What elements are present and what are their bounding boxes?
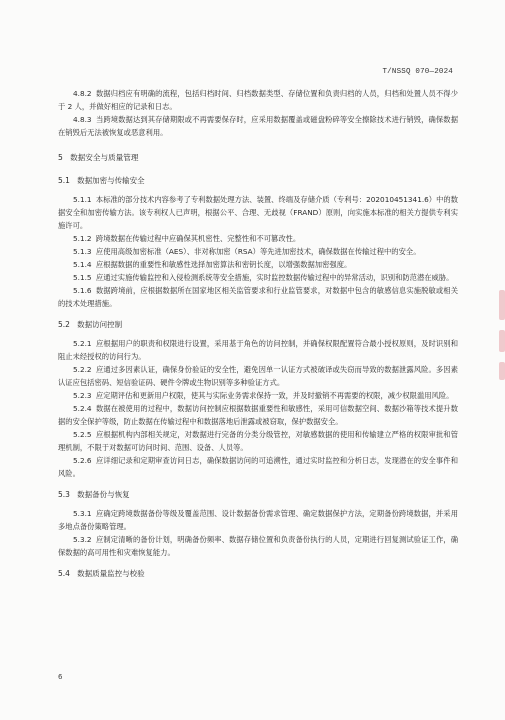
page-number: 6: [58, 673, 63, 681]
clause-5-1-3: 5.1.3 应使用高级加密标准（AES）、非对称加密（RSA）等先进加密技术，确保数据在传输过程中的安全。: [73, 247, 421, 256]
section-5-heading: 5 数据安全与质量管理: [58, 153, 139, 162]
edge-stain: [499, 362, 505, 380]
clause-5-2-2: 5.2.2 应通过多因素认证，确保身份验证的安全性，避免因单一认证方式被破译或失窃而导致的数据泄露风险。多因素认证应包括密码、短信验证码、硬件令牌或生物识别等多种验证方式。: [58, 365, 458, 387]
edge-stain: [499, 290, 505, 320]
edge-stain: [499, 330, 505, 352]
document-code: T/NSSQ 070—2024: [382, 68, 453, 76]
clause-4-8-2: 4.8.2 数据归档应有明确的流程，包括归档时间、归档数据类型、存储位置和负责归档的人员，归档和处置人员不得少于 2 人，并做好相应的记录和日志。: [58, 89, 458, 111]
clause-5-2-5: 5.2.5 应根据机构内部相关规定，对数据进行完备的分类分级管控，对敏感数据的使用和传输建立严格的权限审批和管理机制，不限于对数据可访问时间、范围、设备、人员等。: [58, 430, 458, 452]
document-body: [58, 87, 458, 586]
clause-5-1-5: 5.1.5 应通过实施传输监控和入侵检测系统等安全措施，实时监控数据传输过程中的异常活动，识别和防范潜在威胁。: [73, 273, 454, 282]
clause-5-3-2: 5.3.2 应制定清晰的备份计划，明确备份频率、数据存储位置和负责备份执行的人员，定期进行回复测试验证工作，确保数据的高可用性和灾难恢复能力。: [58, 535, 458, 557]
section-5-3-heading: 5.3 数据备份与恢复: [58, 490, 130, 499]
clause-5-3-1: 5.3.1 应确定跨境数据备份等级及覆盖范围、设计数据备份需求管理、确定数据保护方法，定期备份跨境数据，并采用多地点备份策略管理。: [58, 509, 458, 531]
clause-5-1-6: 5.1.6 数据跨境前，应根据数据所在国家地区相关监管要求和行业监管要求，对数据中包含的敏感信息实施脱敏或相关的技术处理措施。: [58, 286, 458, 308]
clause-5-1-1: 5.1.1 本标准的部分技术内容参考了专利数据处理方法、装置、终端及存储介质（专利号：202010451341.6）中的数据安全和加密传输方法。该专利权人已声明，根据公平、合理、无歧视（FRAND）原则，向实施本标准的相关方提供专利实施许可。: [58, 195, 459, 230]
section-5-4-heading: 5.4 数据质量监控与校验: [58, 569, 145, 578]
clause-5-2-1: 5.2.1 应根据用户的职责和权限进行设置，采用基于角色的访问控制，并确保权限配置符合最小授权原则，及时识别和阻止未经授权的访问行为。: [58, 339, 458, 361]
clause-5-1-2: 5.1.2 跨境数据在传输过程中应确保其机密性、完整性和不可篡改性。: [73, 234, 301, 243]
clause-5-2-3: 5.2.3 应定期评估和更新用户权限，使其与实际业务需求保持一致，并及时撤销不再需要的权限，减少权限滥用风险。: [73, 391, 454, 400]
section-5-1-heading: 5.1 数据加密与传输安全: [58, 176, 145, 185]
clause-4-8-3: 4.8.3 当跨境数据达到其存储期限或不再需要保存时，应采用数据覆盖或磁盘粉碎等安全擦除技术进行销毁，确保数据在销毁后无法被恢复或恶意利用。: [58, 115, 458, 137]
clause-5-2-6: 5.2.6 应详细记录和定期审查访问日志，确保数据访问的可追溯性，通过实时监控和分析日志，发现潜在的安全事件和风险。: [58, 456, 458, 478]
clause-5-2-4: 5.2.4 数据在被使用的过程中，数据访问控制应根据数据重要性和敏感性，采用可信数据空间、数据沙箱等技术提升数据的安全保护等级，防止数据在传输过程中和数据落地后泄露或被窃取，保护数据安全。: [58, 404, 458, 426]
clause-5-1-4: 5.1.4 应根据数据的重要性和敏感性选择加密算法和密钥长度，以增强数据加密强度。: [73, 260, 352, 269]
section-5-2-heading: 5.2 数据访问控制: [58, 320, 123, 329]
